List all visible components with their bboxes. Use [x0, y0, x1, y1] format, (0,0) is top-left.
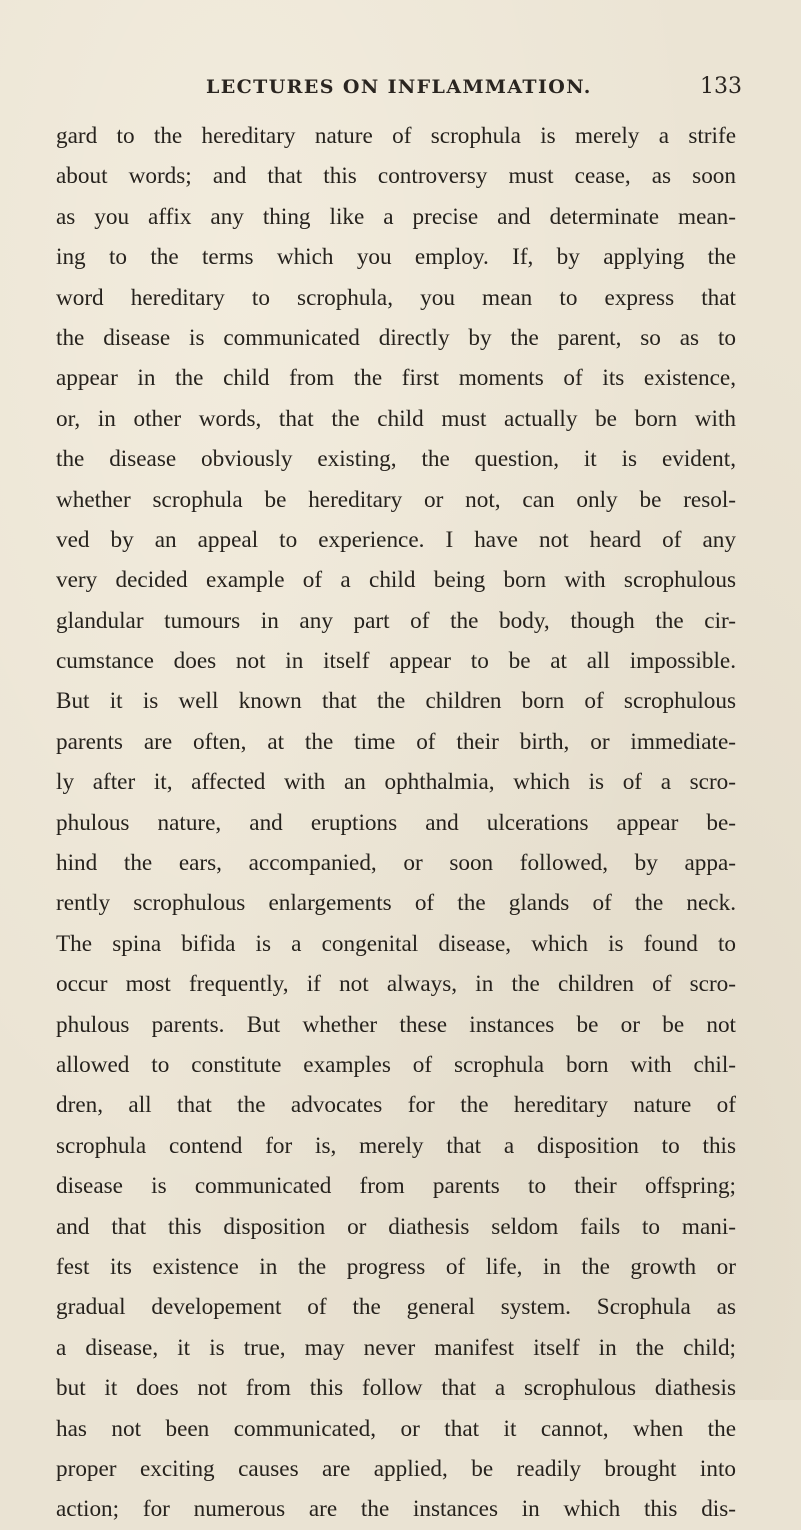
- text-line: appear in the child from the first moments of its existence,: [56, 365, 736, 392]
- text-line: hind the ears, accompanied, or soon followed, by appa-: [56, 850, 736, 877]
- text-line: action; for numerous are the instances in which this dis-: [56, 1496, 736, 1523]
- running-title: LECTURES ON INFLAMMATION.: [206, 76, 592, 98]
- text-line: but it does not from this follow that a scrophulous diathesis: [56, 1375, 736, 1402]
- text-line: very decided example of a child being born with scrophulous: [56, 567, 736, 594]
- text-line: cumstance does not in itself appear to be at all impossible.: [56, 648, 736, 675]
- text-line: parents are often, at the time of their birth, or immediate-: [56, 728, 736, 755]
- text-line: gradual developement of the general system. Scrophula as: [56, 1294, 736, 1321]
- text-line: disease is communicated from parents to their offspring;: [56, 1173, 736, 1200]
- text-line: phulous parents. But whether these instances be or be not: [56, 1011, 736, 1038]
- text-line: about words; and that this controversy must cease, as soon: [56, 163, 736, 190]
- text-line: occur most frequently, if not always, in the children of scro-: [56, 971, 736, 998]
- text-line: scrophula contend for is, merely that a disposition to this: [56, 1132, 736, 1159]
- text-line: ved by an appeal to experience. I have not heard of any: [56, 526, 736, 553]
- page-number: 133: [700, 74, 742, 99]
- text-line: word hereditary to scrophula, you mean to express that: [56, 284, 736, 311]
- text-line: allowed to constitute examples of scrophula born with chil-: [56, 1051, 736, 1078]
- text-line: rently scrophulous enlargements of the glands of the neck.: [56, 890, 736, 917]
- text-line: proper exciting causes are applied, be readily brought into: [56, 1455, 736, 1482]
- text-line: or, in other words, that the child must actually be born with: [56, 405, 736, 432]
- text-line: ing to the terms which you employ. If, by applying the: [56, 244, 736, 271]
- text-line: glandular tumours in any part of the body, though the cir-: [56, 607, 736, 634]
- text-line: fest its existence in the progress of life, in the growth or: [56, 1253, 736, 1280]
- text-line: has not been communicated, or that it cannot, when the: [56, 1415, 736, 1442]
- body-text: [56, 116, 736, 1530]
- text-line: But it is well known that the children born of scrophulous: [56, 688, 736, 715]
- text-line: the disease is communicated directly by the parent, so as to: [56, 324, 736, 351]
- text-line: the disease obviously existing, the question, it is evident,: [56, 446, 736, 473]
- text-line: gard to the hereditary nature of scrophula is merely a strife: [56, 123, 736, 149]
- text-line: ly after it, affected with an ophthalmia, which is of a scro-: [56, 769, 736, 796]
- text-line: The spina bifida is a congenital disease, which is found to: [56, 930, 736, 957]
- text-line: phulous nature, and eruptions and ulcerations appear be-: [56, 809, 736, 836]
- text-line: whether scrophula be hereditary or not, can only be resol-: [56, 486, 736, 513]
- text-line: as you affix any thing like a precise and determinate mean-: [56, 203, 736, 230]
- text-line: dren, all that the advocates for the hereditary nature of: [56, 1092, 736, 1119]
- running-head: [0, 76, 801, 106]
- text-line: and that this disposition or diathesis seldom fails to mani-: [56, 1213, 736, 1240]
- text-line: a disease, it is true, may never manifest itself in the child;: [56, 1334, 736, 1361]
